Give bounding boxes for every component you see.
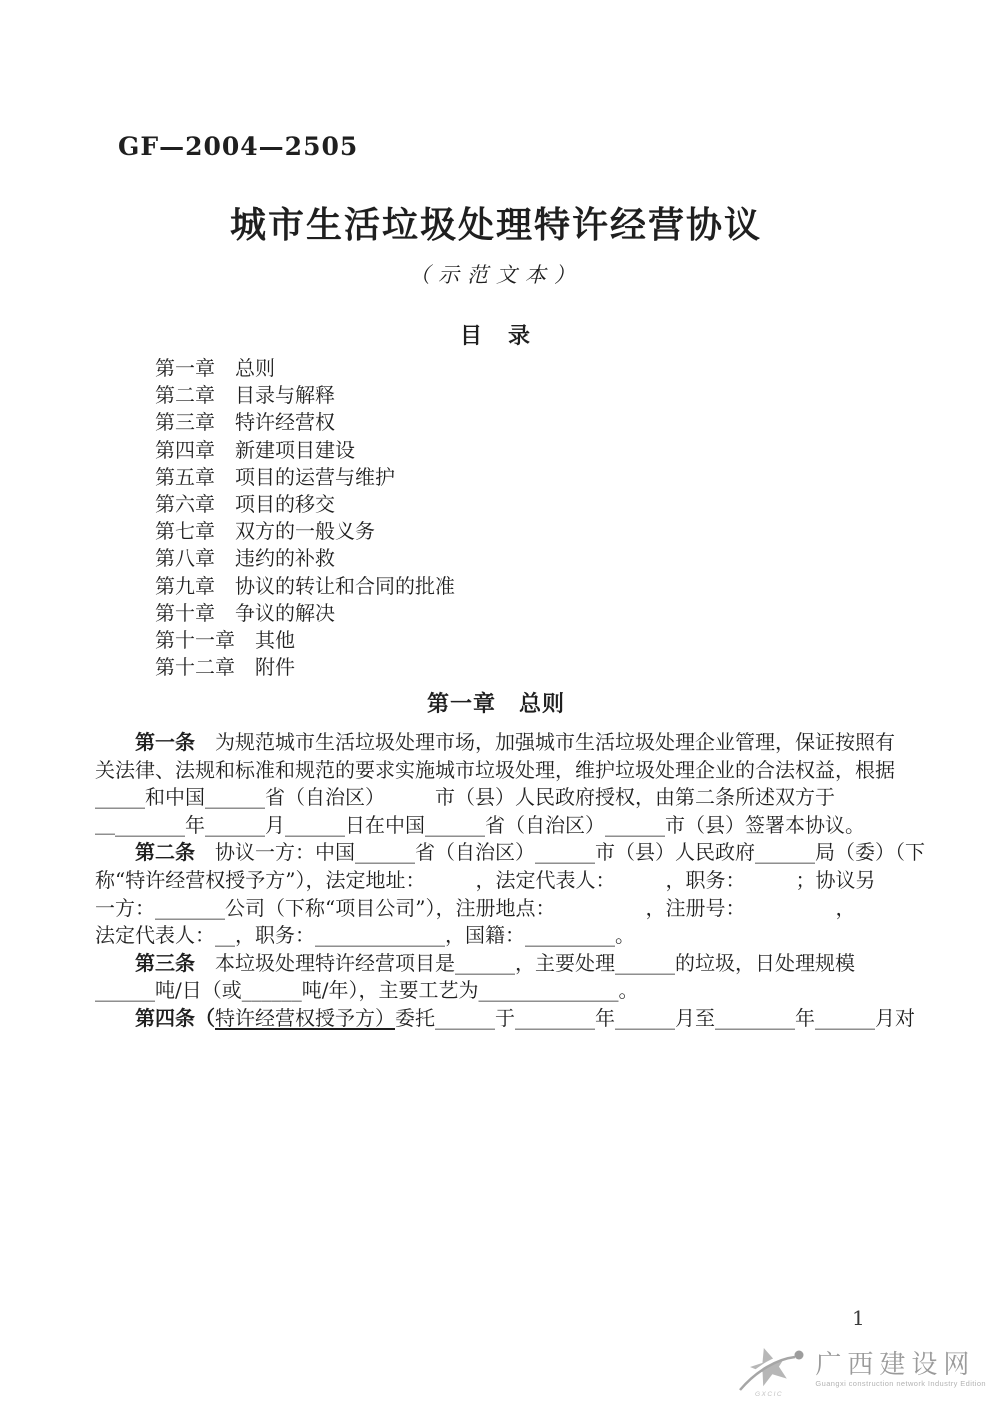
toc-item: 第二章 目录与解释 xyxy=(155,383,335,408)
page-number: 1 xyxy=(852,1306,865,1330)
document-code: GF—2004—2505 xyxy=(118,132,359,161)
toc-item: 第五章 项目的运营与维护 xyxy=(155,464,395,489)
article-line xyxy=(95,977,905,1005)
text-run: 关法律、法规和标准和规范的要求实施城市垃圾处理，维护垃圾处理企业的合法权益，根据 xyxy=(95,757,895,782)
toc-item: 第十一章 其他 xyxy=(155,628,295,653)
article-line xyxy=(95,729,905,757)
article-line xyxy=(95,1005,915,1033)
watermark-text xyxy=(815,1343,986,1388)
logo-dot-icon xyxy=(795,1351,804,1360)
text-run: ＿_______年______月______日在中国______省（自治区）______市（县）签署本协议。 xyxy=(95,812,865,837)
text-run: _____和中国______省（自治区） 市（县）人民政府授权，由第二条所述双方于 xyxy=(95,785,835,810)
text-run: 一方：_______公司（下称“项目公司”），注册地点： ，注册号： ， xyxy=(95,895,856,920)
star-logo-icon xyxy=(739,1343,813,1399)
toc-list xyxy=(155,355,455,681)
text-run: 协议一方：中国______省（自治区）______市（县）人民政府______局（委）（下 xyxy=(195,840,925,865)
article-line xyxy=(95,784,905,812)
text-run: 为规范城市生活垃圾处理市场，加强城市生活垃圾处理企业管理，保证按照有 xyxy=(195,730,895,754)
document-title: 城市生活垃圾处理特许经营协议 xyxy=(229,204,762,246)
watermark-site-name: 广西建设网 xyxy=(815,1350,976,1380)
toc-item: 第八章 违约的补救 xyxy=(155,546,335,571)
logo-acronym: GXCIC xyxy=(755,1391,784,1398)
text-run: 本垃圾处理特许经营项目是______，主要处理______的垃圾，日处理规模 xyxy=(195,950,855,975)
article-line xyxy=(95,867,905,895)
article-line xyxy=(95,757,905,785)
toc-item: 第六章 项目的移交 xyxy=(155,492,335,517)
watermark-tagline: Guangxi construction network Industry Edition xyxy=(815,1379,986,1388)
text-run: 第四条（ xyxy=(135,1005,215,1030)
article-line xyxy=(95,839,925,867)
toc-item: 第三章 特许经营权 xyxy=(155,410,335,435)
toc-item: 第九章 协议的转让和合同的批准 xyxy=(155,573,455,598)
watermark-logo xyxy=(739,1343,986,1399)
toc-item: 第七章 双方的一般义务 xyxy=(155,519,375,544)
text-run: 第一条 xyxy=(135,730,195,754)
toc-heading: 目 录 xyxy=(459,323,532,349)
text-run: 法定代表人：__，职务：_____________，国籍：_________。 xyxy=(95,923,635,948)
toc-item: 第四章 新建项目建设 xyxy=(155,437,355,462)
article-line xyxy=(95,950,905,978)
article-line xyxy=(95,922,905,950)
article-line xyxy=(95,812,905,840)
chapter-heading: 第一章 总则 xyxy=(426,691,565,717)
toc-item: 第十章 争议的解决 xyxy=(155,600,335,625)
text-run: 第三条 xyxy=(135,950,195,975)
toc-item: 第一章 总则 xyxy=(155,356,275,380)
text-run: 称“特许经营权授予方”），法定地址： ，法定代表人： ，职务： ；协议另 xyxy=(95,867,876,892)
text-run: 特许经营权授予方） xyxy=(215,1005,395,1030)
text-run: ______吨/日（或______吨/年），主要工艺为______________。 xyxy=(95,978,639,1003)
document-subtitle: （示范文本） xyxy=(409,263,583,287)
text-run: 第二条 xyxy=(135,840,195,865)
toc-item: 第十二章 附件 xyxy=(155,655,295,680)
text-run: 委托______于________年______月至________年______月对 xyxy=(395,1005,915,1030)
chapter-body xyxy=(95,729,925,1033)
article-line xyxy=(95,895,905,923)
